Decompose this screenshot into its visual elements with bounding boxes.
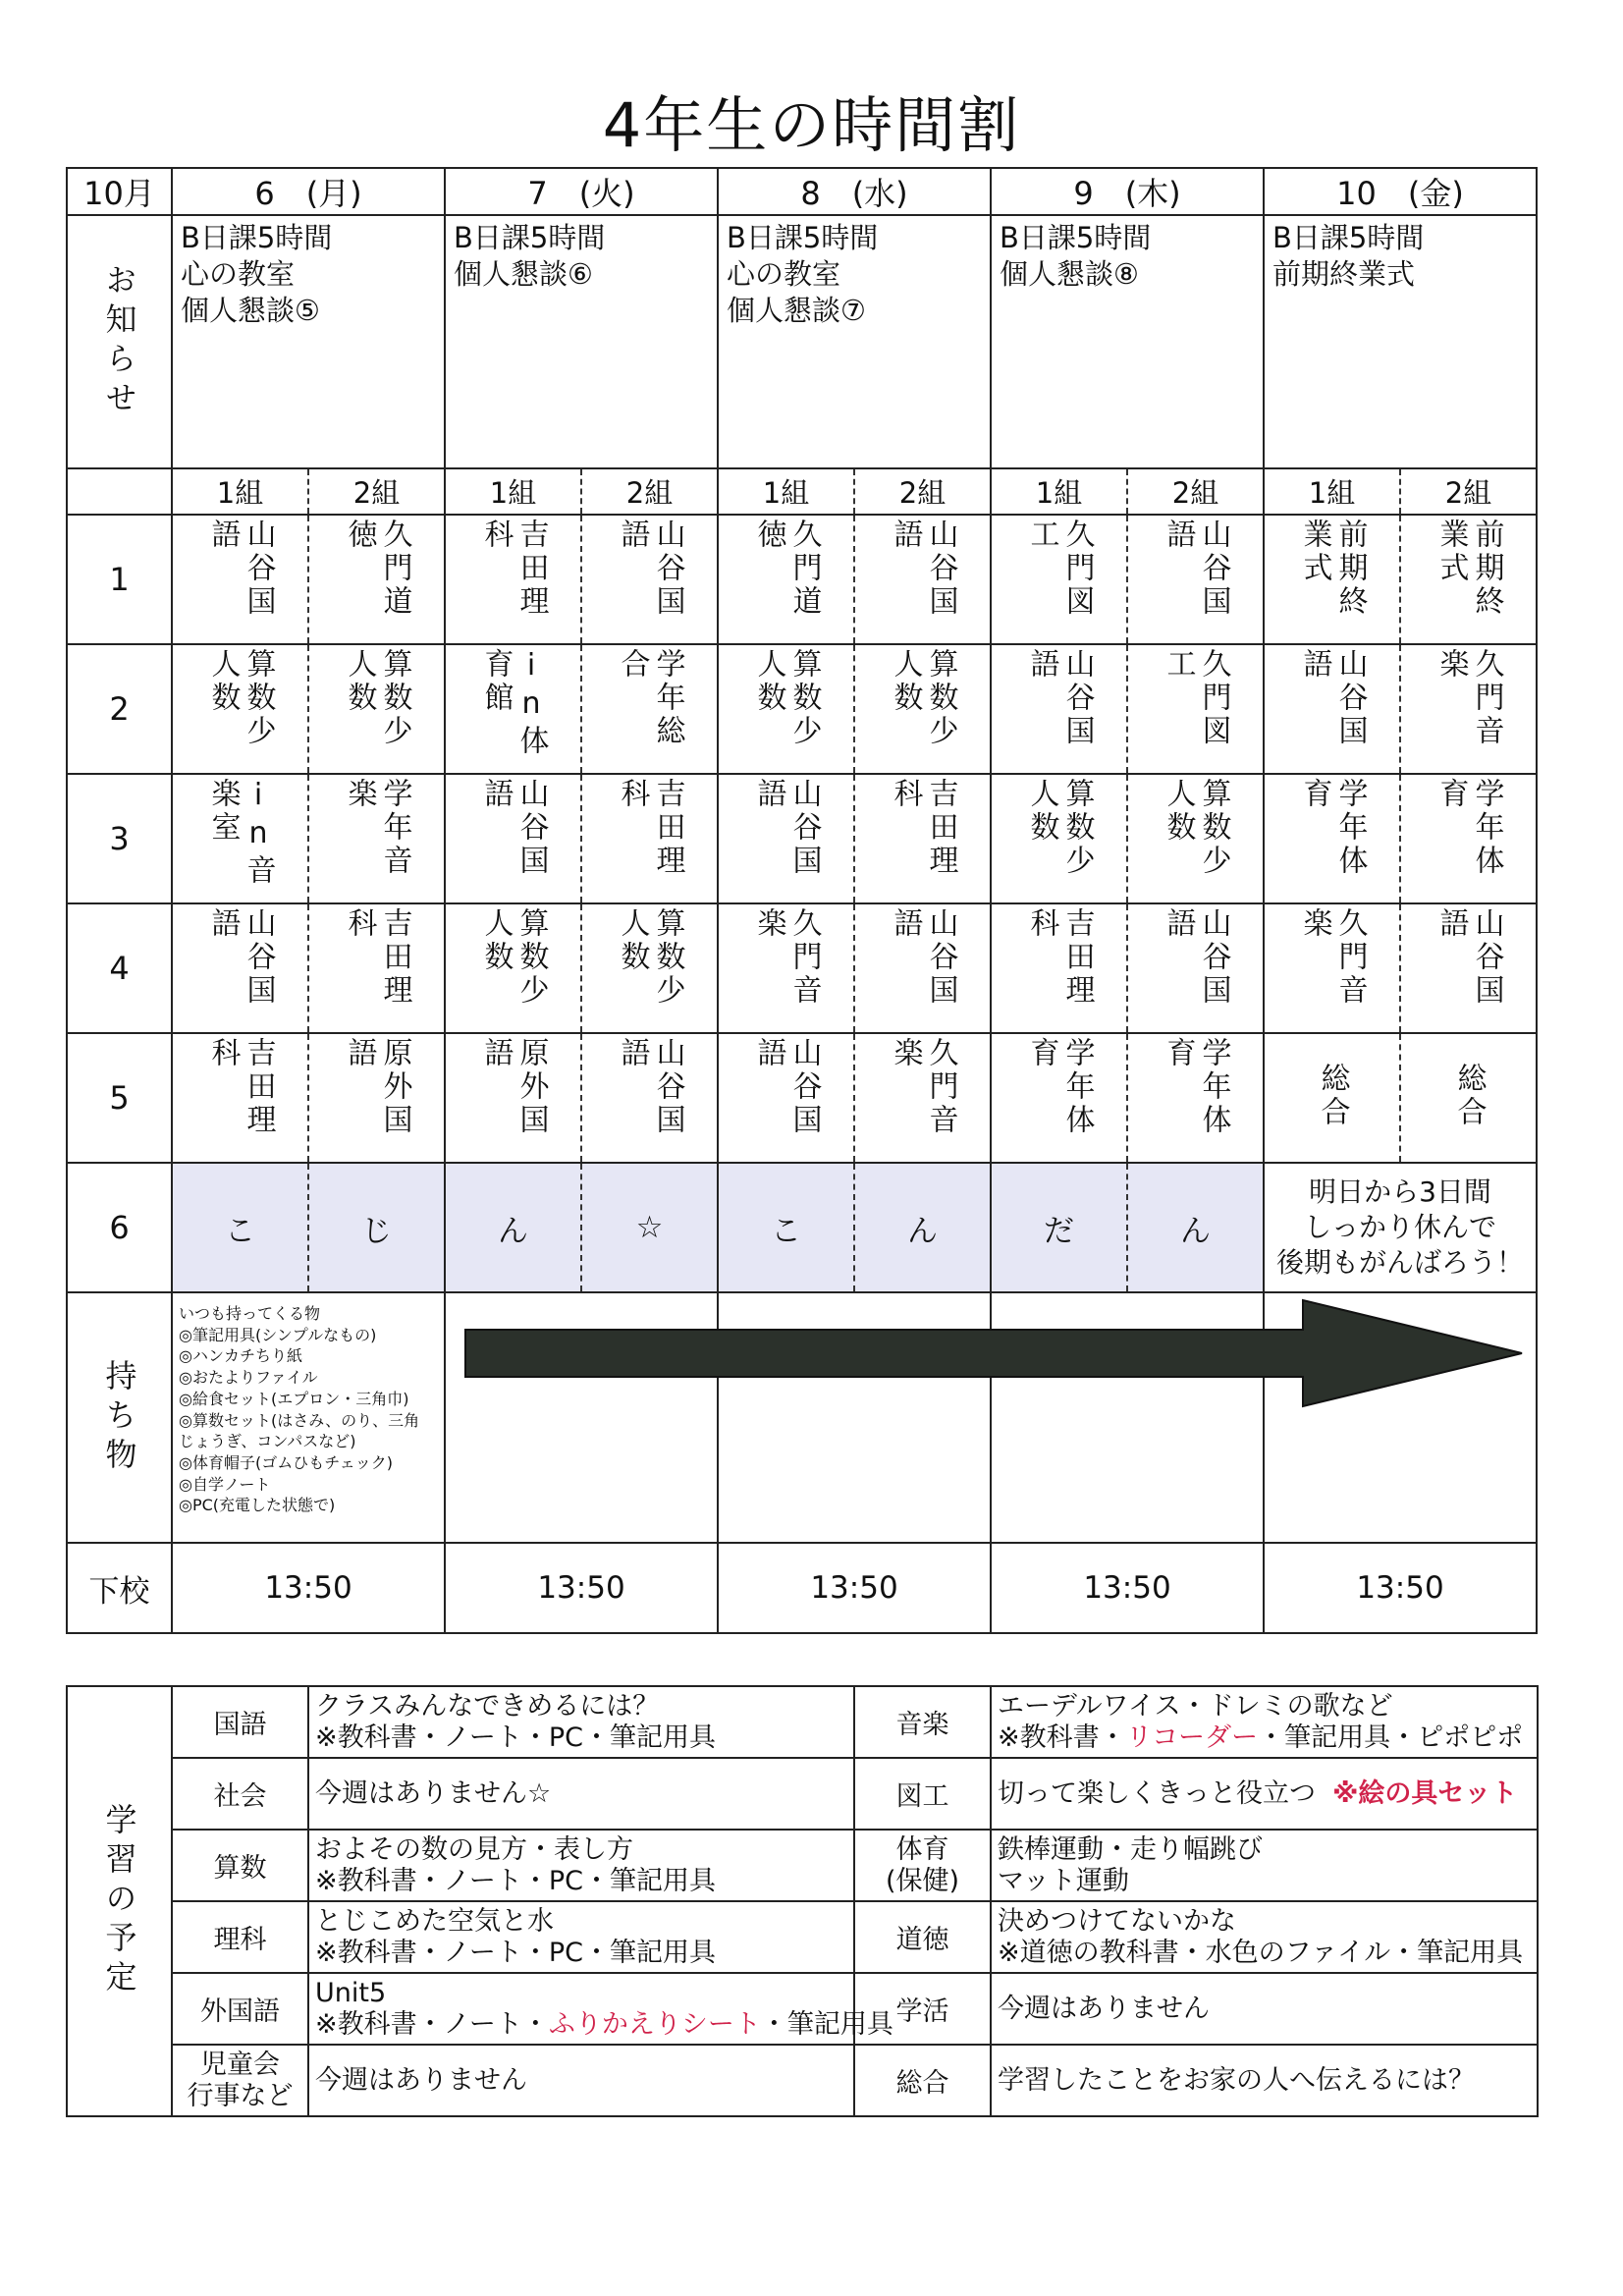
detail-text: 切って楽しくきっと役立つ [998,1777,1316,1809]
lesson-text: 算数少人数 [205,648,276,748]
lesson-text: 総合 [1315,1063,1350,1129]
class-header: 1組 [1264,468,1400,515]
lesson-text: 山谷国語 [1161,519,1231,619]
period-number: 3 [67,774,172,903]
lesson-cell [991,774,1127,903]
lesson-text: 学年体育 [1161,1037,1231,1137]
notice-line: B日課5時間 [181,221,333,254]
lesson-cell [308,774,445,903]
lesson-text: 算数少人数 [1024,778,1095,878]
lesson-text: 原外国語 [342,1037,412,1137]
subject-detail [991,1901,1538,1973]
dismissal-time: 13:50 [991,1543,1264,1633]
class-header: 1組 [718,468,854,515]
highlight-text: リコーダー [1125,1722,1259,1753]
lesson-text: 学年音楽 [342,778,412,878]
lesson-cell [854,1033,991,1163]
item-line: いつも持ってくる物 [179,1304,321,1323]
plan-label-cell [67,1686,172,2116]
lesson-cell [445,1033,581,1163]
plan-label: 学習の予定 [100,1803,138,1999]
lesson-text: 前期終業式 [1434,519,1504,619]
notice-line: B日課5時間 [727,221,879,254]
subject-detail [991,1973,1538,2045]
subject-name [854,1830,991,1901]
item-line: ◎PC(充電した状態で) [179,1496,336,1515]
lesson-text: 久門音楽 [888,1037,958,1137]
lesson-cell [172,644,308,774]
month-cell: 10月 [67,168,172,215]
lesson-text: 久門図工 [1161,648,1231,748]
lesson-text: 久門図工 [1024,519,1095,619]
subject-name: 学活 [854,1973,991,2045]
class-header: 2組 [581,468,718,515]
detail-line: エーデルワイス・ドレミの歌など [998,1690,1393,1722]
period-number: 4 [67,903,172,1033]
subject-name [172,2045,308,2116]
dismissal-time: 13:50 [172,1543,445,1633]
message-line: 明日から3日間 [1309,1175,1491,1208]
highlight-text: ※絵の具セット [1332,1777,1518,1809]
lesson-text: in音楽室 [205,778,276,888]
subject-detail [991,2045,1538,2116]
subject-name: 国語 [172,1686,308,1758]
subject-line: 行事など [187,2080,294,2111]
subject-detail [308,1830,854,1901]
day-header: 8 (水) [718,168,991,215]
lesson-cell [718,515,854,644]
notice-line: B日課5時間 [1000,221,1152,254]
subject-name: 図工 [854,1758,991,1830]
lesson-text: 吉田理科 [615,778,685,878]
notice-line: B日課5時間 [1272,221,1425,254]
subject-name: 総合 [854,2045,991,2116]
lesson-text: 山谷国語 [751,778,822,878]
class-header: 2組 [1400,468,1537,515]
detail-line: ※教科書・ノート・PC・筆記用具 [315,1937,716,1968]
lesson-cell [1264,644,1400,774]
lesson-cell [1127,1033,1264,1163]
subject-line: (保健) [885,1865,960,1896]
lesson-cell [581,644,718,774]
lesson-cell [1127,903,1264,1033]
lesson-text: 山谷国語 [615,519,685,619]
subject-name: 道徳 [854,1901,991,1973]
lesson-text: 山谷国語 [205,907,276,1008]
page-title: 4年生の時間割 [602,89,1021,161]
lesson-cell [1264,515,1400,644]
class-header: 2組 [308,468,445,515]
subject-name: 理科 [172,1901,308,1973]
detail-line [998,1722,1537,1754]
notice-line: 個人懇談⑦ [727,294,866,327]
subject-name: 外国語 [172,1973,308,2045]
period6-cell: ん [1127,1163,1264,1292]
detail-line: ※教科書・ノート・PC・筆記用具 [315,1722,716,1753]
subject-detail [308,1901,854,1973]
period-number: 2 [67,644,172,774]
subject-line: 児童会 [200,2049,280,2080]
study-plan-table [66,1685,1539,2117]
lesson-text: 総合 [1451,1063,1487,1129]
lesson-cell [308,903,445,1033]
subject-detail [991,1830,1538,1901]
detail-line: とじこめた空気と水 [315,1905,554,1937]
notice-line: 心の教室 [181,257,296,291]
lesson-text: 山谷国語 [1024,648,1095,748]
items-label: 持ち物 [100,1358,138,1477]
lesson-cell [854,774,991,903]
subject-detail [991,1758,1538,1830]
lesson-text: 吉田理科 [1024,907,1095,1008]
lesson-cell [1127,644,1264,774]
lesson-cell [445,903,581,1033]
dismissal-label: 下校 [67,1543,172,1633]
detail-line: ※道徳の教科書・水色のファイル・筆記用具 [998,1937,1524,1968]
lesson-cell [308,644,445,774]
detail-line: クラスみんなできめるには？ [315,1690,660,1722]
lesson-cell [991,903,1127,1033]
detail-line: 今週はありません [998,1993,1210,2024]
lesson-cell [445,515,581,644]
class-header: 1組 [172,468,308,515]
item-line: ◎おたよりファイル [179,1368,318,1388]
detail-line: 学習したことをお家の人へ伝えるには？ [998,2064,1475,2096]
period6-cell: ん [854,1163,991,1292]
holiday-message [1264,1163,1537,1292]
detail-text: ※教科書・ [998,1722,1126,1753]
notice-cell [991,215,1264,468]
lesson-cell [718,903,854,1033]
lesson-cell [854,515,991,644]
lesson-cell [172,1033,308,1163]
lesson-text: 学年体育 [1297,778,1368,878]
period6-cell: こ [718,1163,854,1292]
notice-line: 個人懇談⑥ [454,257,593,291]
detail-line: 今週はありません [315,2064,527,2096]
lesson-text: 山谷国語 [1161,907,1231,1008]
lesson-cell [1400,1033,1537,1163]
detail-text: ・筆記用具 [760,2008,893,2040]
lesson-cell [1264,903,1400,1033]
notice-cell [718,215,991,468]
day-header: 7 (火) [445,168,718,215]
lesson-text: 山谷国語 [888,519,958,619]
item-line: ◎算数セット(はさみ、のり、三角 [179,1410,420,1430]
detail-line: マット運動 [998,1865,1129,1896]
lesson-cell [991,1033,1127,1163]
blank-cell [67,468,172,515]
class-header: 1組 [445,468,581,515]
timetable [66,167,1538,1634]
lesson-cell [1400,774,1537,903]
lesson-cell [1264,774,1400,903]
lesson-text: 山谷国語 [1297,648,1368,748]
notice-cell [445,215,718,468]
detail-line [315,2008,893,2041]
notice-label-cell [67,215,172,468]
lesson-cell [991,515,1127,644]
period6-cell: こ [172,1163,308,1292]
dismissal-time: 13:50 [1264,1543,1537,1633]
lesson-cell [854,903,991,1033]
subject-name: 音楽 [854,1686,991,1758]
detail-line: 鉄棒運動・走り幅跳び [998,1833,1263,1865]
lesson-cell [718,774,854,903]
lesson-cell [172,515,308,644]
class-header: 2組 [1127,468,1264,515]
subject-detail [308,2045,854,2116]
notice-cell [1264,215,1537,468]
lesson-cell [581,515,718,644]
lesson-cell [445,644,581,774]
lesson-cell [1400,903,1537,1033]
lesson-text: 吉田理科 [478,519,549,619]
notice-cell [172,215,445,468]
dismissal-time: 13:50 [718,1543,991,1633]
item-line: ◎ハンカチちり紙 [179,1346,302,1366]
detail-line [998,1778,1537,1810]
lesson-text: 算数少人数 [478,907,549,1008]
lesson-text: 算数少人数 [342,648,412,748]
notice-line: 前期終業式 [1272,257,1416,291]
subject-detail [991,1686,1538,1758]
detail-line: Unit5 [315,1977,387,2008]
lesson-text: 学年総合 [615,648,685,748]
lesson-text: 前期終業式 [1297,519,1368,619]
notice-label: お知らせ [100,263,138,420]
dismissal-time: 13:50 [445,1543,718,1633]
day-header: 10 (金) [1264,168,1537,215]
detail-line: およその数の見方・表し方 [315,1833,633,1865]
period6-cell: だ [991,1163,1127,1292]
lesson-text: 学年体育 [1024,1037,1095,1137]
item-line: じょうぎ、コンパスなど) [179,1432,356,1451]
lesson-text: 算数少人数 [1161,778,1231,878]
message-line: 後期もがんばろう！ [1276,1246,1525,1279]
lesson-text: 吉田理科 [205,1037,276,1137]
subject-line: 体育 [895,1833,949,1865]
period-number: 5 [67,1033,172,1163]
arrow-right-icon [463,1298,1524,1408]
items-list [172,1292,445,1543]
lesson-cell [854,644,991,774]
lesson-text: 山谷国語 [888,907,958,1008]
subject-detail [308,1686,854,1758]
lesson-text: 山谷国語 [205,519,276,619]
lesson-text: 山谷国語 [1434,907,1504,1008]
lesson-text: 学年体育 [1434,778,1504,878]
detail-line: 決めつけてないかな [998,1905,1236,1937]
lesson-cell [581,1033,718,1163]
class-header: 2組 [854,468,991,515]
lesson-text: 山谷国語 [751,1037,822,1137]
detail-line: 今週はありません☆ [315,1777,552,1809]
day-header: 9 (木) [991,168,1264,215]
lesson-cell [991,644,1127,774]
notice-line: 心の教室 [727,257,841,291]
subject-detail [308,1758,854,1830]
period6-cell: ん [445,1163,581,1292]
lesson-text: 久門音楽 [1434,648,1504,748]
lesson-text: in体育館 [478,648,549,758]
lesson-text: 吉田理科 [342,907,412,1008]
lesson-cell [1400,644,1537,774]
lesson-cell [1127,515,1264,644]
item-line: ◎自学ノート [179,1474,271,1494]
notice-line: B日課5時間 [454,221,606,254]
lesson-cell [308,1033,445,1163]
items-label-cell [67,1292,172,1543]
lesson-text: 久門音楽 [751,907,822,1008]
lesson-cell [1127,774,1264,903]
lesson-cell [308,515,445,644]
period6-cell: じ [308,1163,445,1292]
lesson-cell [172,903,308,1033]
detail-line: ※教科書・ノート・PC・筆記用具 [315,1865,716,1896]
lesson-cell [445,774,581,903]
lesson-cell [718,1033,854,1163]
lesson-text: 久門道徳 [342,519,412,619]
lesson-text: 原外国語 [478,1037,549,1137]
lesson-cell [172,774,308,903]
period-number: 6 [67,1163,172,1292]
detail-text: ※教科書・ノート・ [315,2008,549,2040]
lesson-text: 吉田理科 [888,778,958,878]
notice-line: 個人懇談⑧ [1000,257,1139,291]
lesson-text: 算数少人数 [615,907,685,1008]
item-line: ◎筆記用具(シンプルなもの) [179,1325,377,1344]
lesson-text: 久門音楽 [1297,907,1368,1008]
period6-cell: ☆ [581,1163,718,1292]
item-line: ◎給食セット(エプロン・三角巾) [179,1389,409,1408]
item-line: ◎体育帽子(ゴムひもチェック) [179,1452,393,1472]
lesson-cell [1264,1033,1400,1163]
lesson-cell [718,644,854,774]
lesson-text: 山谷国語 [615,1037,685,1137]
subject-name: 社会 [172,1758,308,1830]
detail-text: ・筆記用具・ピポピポ [1258,1722,1524,1753]
lesson-text: 算数少人数 [888,648,958,748]
class-header: 1組 [991,468,1127,515]
subject-detail [308,1973,893,2045]
notice-line: 個人懇談⑤ [181,294,320,327]
lesson-cell [581,903,718,1033]
message-line: しっかり休んで [1304,1211,1497,1243]
lesson-cell [1400,515,1537,644]
lesson-text: 久門道徳 [751,519,822,619]
subject-name: 算数 [172,1830,308,1901]
highlight-text: ふりかえりシート [548,2008,761,2040]
lesson-cell [581,774,718,903]
period-number: 1 [67,515,172,644]
lesson-text: 算数少人数 [751,648,822,748]
lesson-text: 山谷国語 [478,778,549,878]
day-header: 6 (月) [172,168,445,215]
